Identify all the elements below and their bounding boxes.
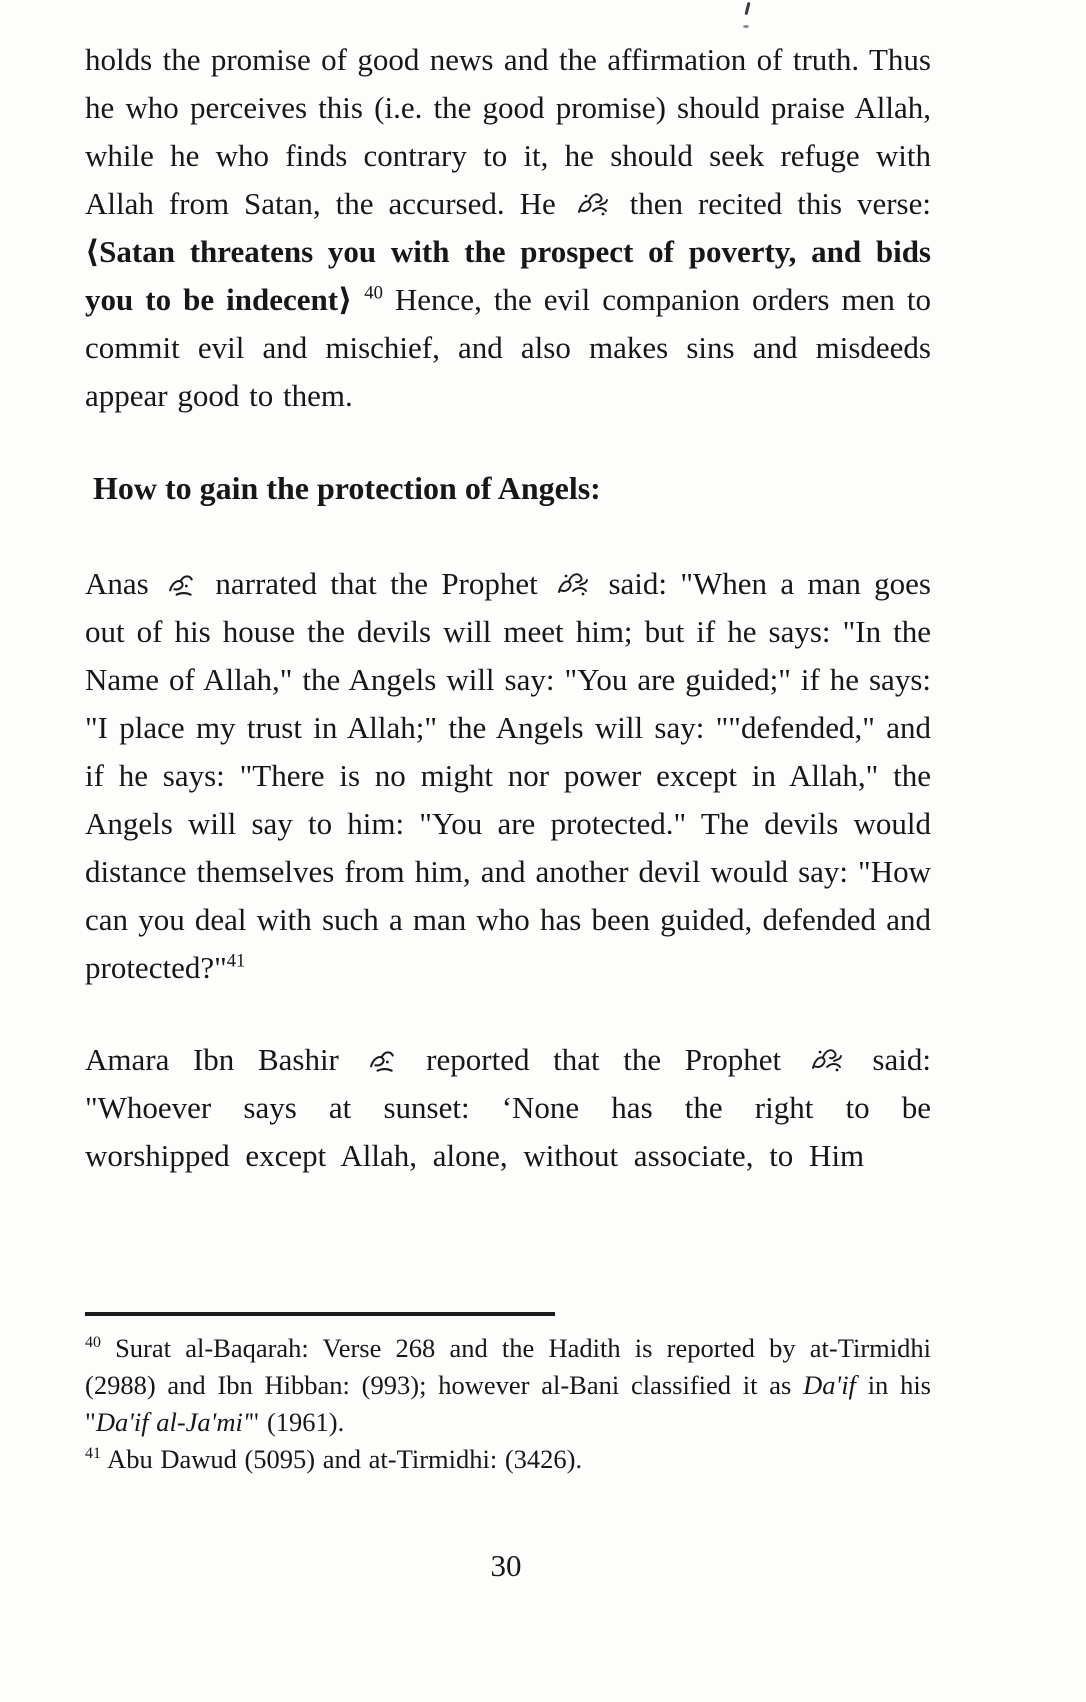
footnotes-block (85, 1330, 931, 1478)
footnote-40: $^{40}$ Surat al-Baqarah: Verse 268 and the Hadith is reported by at-Tirmidhi (2988) and Ibn Hibban: (993); however al-Bani classified it as Da'if in his "Da'if al-Ja'mi'" (1961). (85, 1333, 931, 1437)
pbuh-honorific-icon (809, 1045, 845, 1075)
pbuh-honorific-icon (555, 569, 591, 599)
section-heading-protection-of-angels: How to gain the protection of Angels: (93, 470, 601, 506)
ra-honorific-icon (166, 573, 198, 599)
body-paragraph-satan-verse: holds the promise of good news and the affirmation of truth. Thus he who perceives this (i.e. the good promise) should praise Allah, while he who finds contrary to it, he should seek refuge with Allah from Satan, the accursed. He then recited this verse: ⟨Satan threatens you with the prospect of poverty, and bids you to be indecent⟩ $^{40}$ Hence, the evil companion orders men to commit evil and mischief, and also makes sins and misdeeds appear good to them. (85, 42, 932, 413)
scan-artifact-mark (744, 2, 750, 15)
body-paragraph-anas-hadith: Anas narrated that the Prophet said: "When a man goes out of his house the devils will meet him; but if he says: "In the Name of Allah," the Angels will say: "You are guided;" if he says: "I place my trust in Allah;" the Angels will say: ""defended," and if he says: "There is no might nor power except in Allah," the Angels will say to him: "You are protected." The devils would distance themselves from him, and another devil would say: "How can you deal with such a man who has been guided, defended and protected?"$^{41}$ (85, 566, 931, 985)
ra-honorific-icon (367, 1049, 399, 1075)
footnote-41: $^{41}$ Abu Dawud (5095) and at-Tirmidhi: (3426). (85, 1444, 583, 1474)
scan-artifact-dot (743, 25, 749, 28)
body-paragraph-amara-hadith: Amara Ibn Bashir reported that the Prophet said: "Whoever says at sunset: ‘None has the right to be worshipped except Allah, alone, without associate, to Him (85, 1042, 931, 1173)
footnote-divider-rule (85, 1312, 555, 1316)
pbuh-honorific-icon (575, 189, 611, 219)
page-content (85, 36, 931, 1478)
page-number: 30 (490, 1548, 522, 1583)
